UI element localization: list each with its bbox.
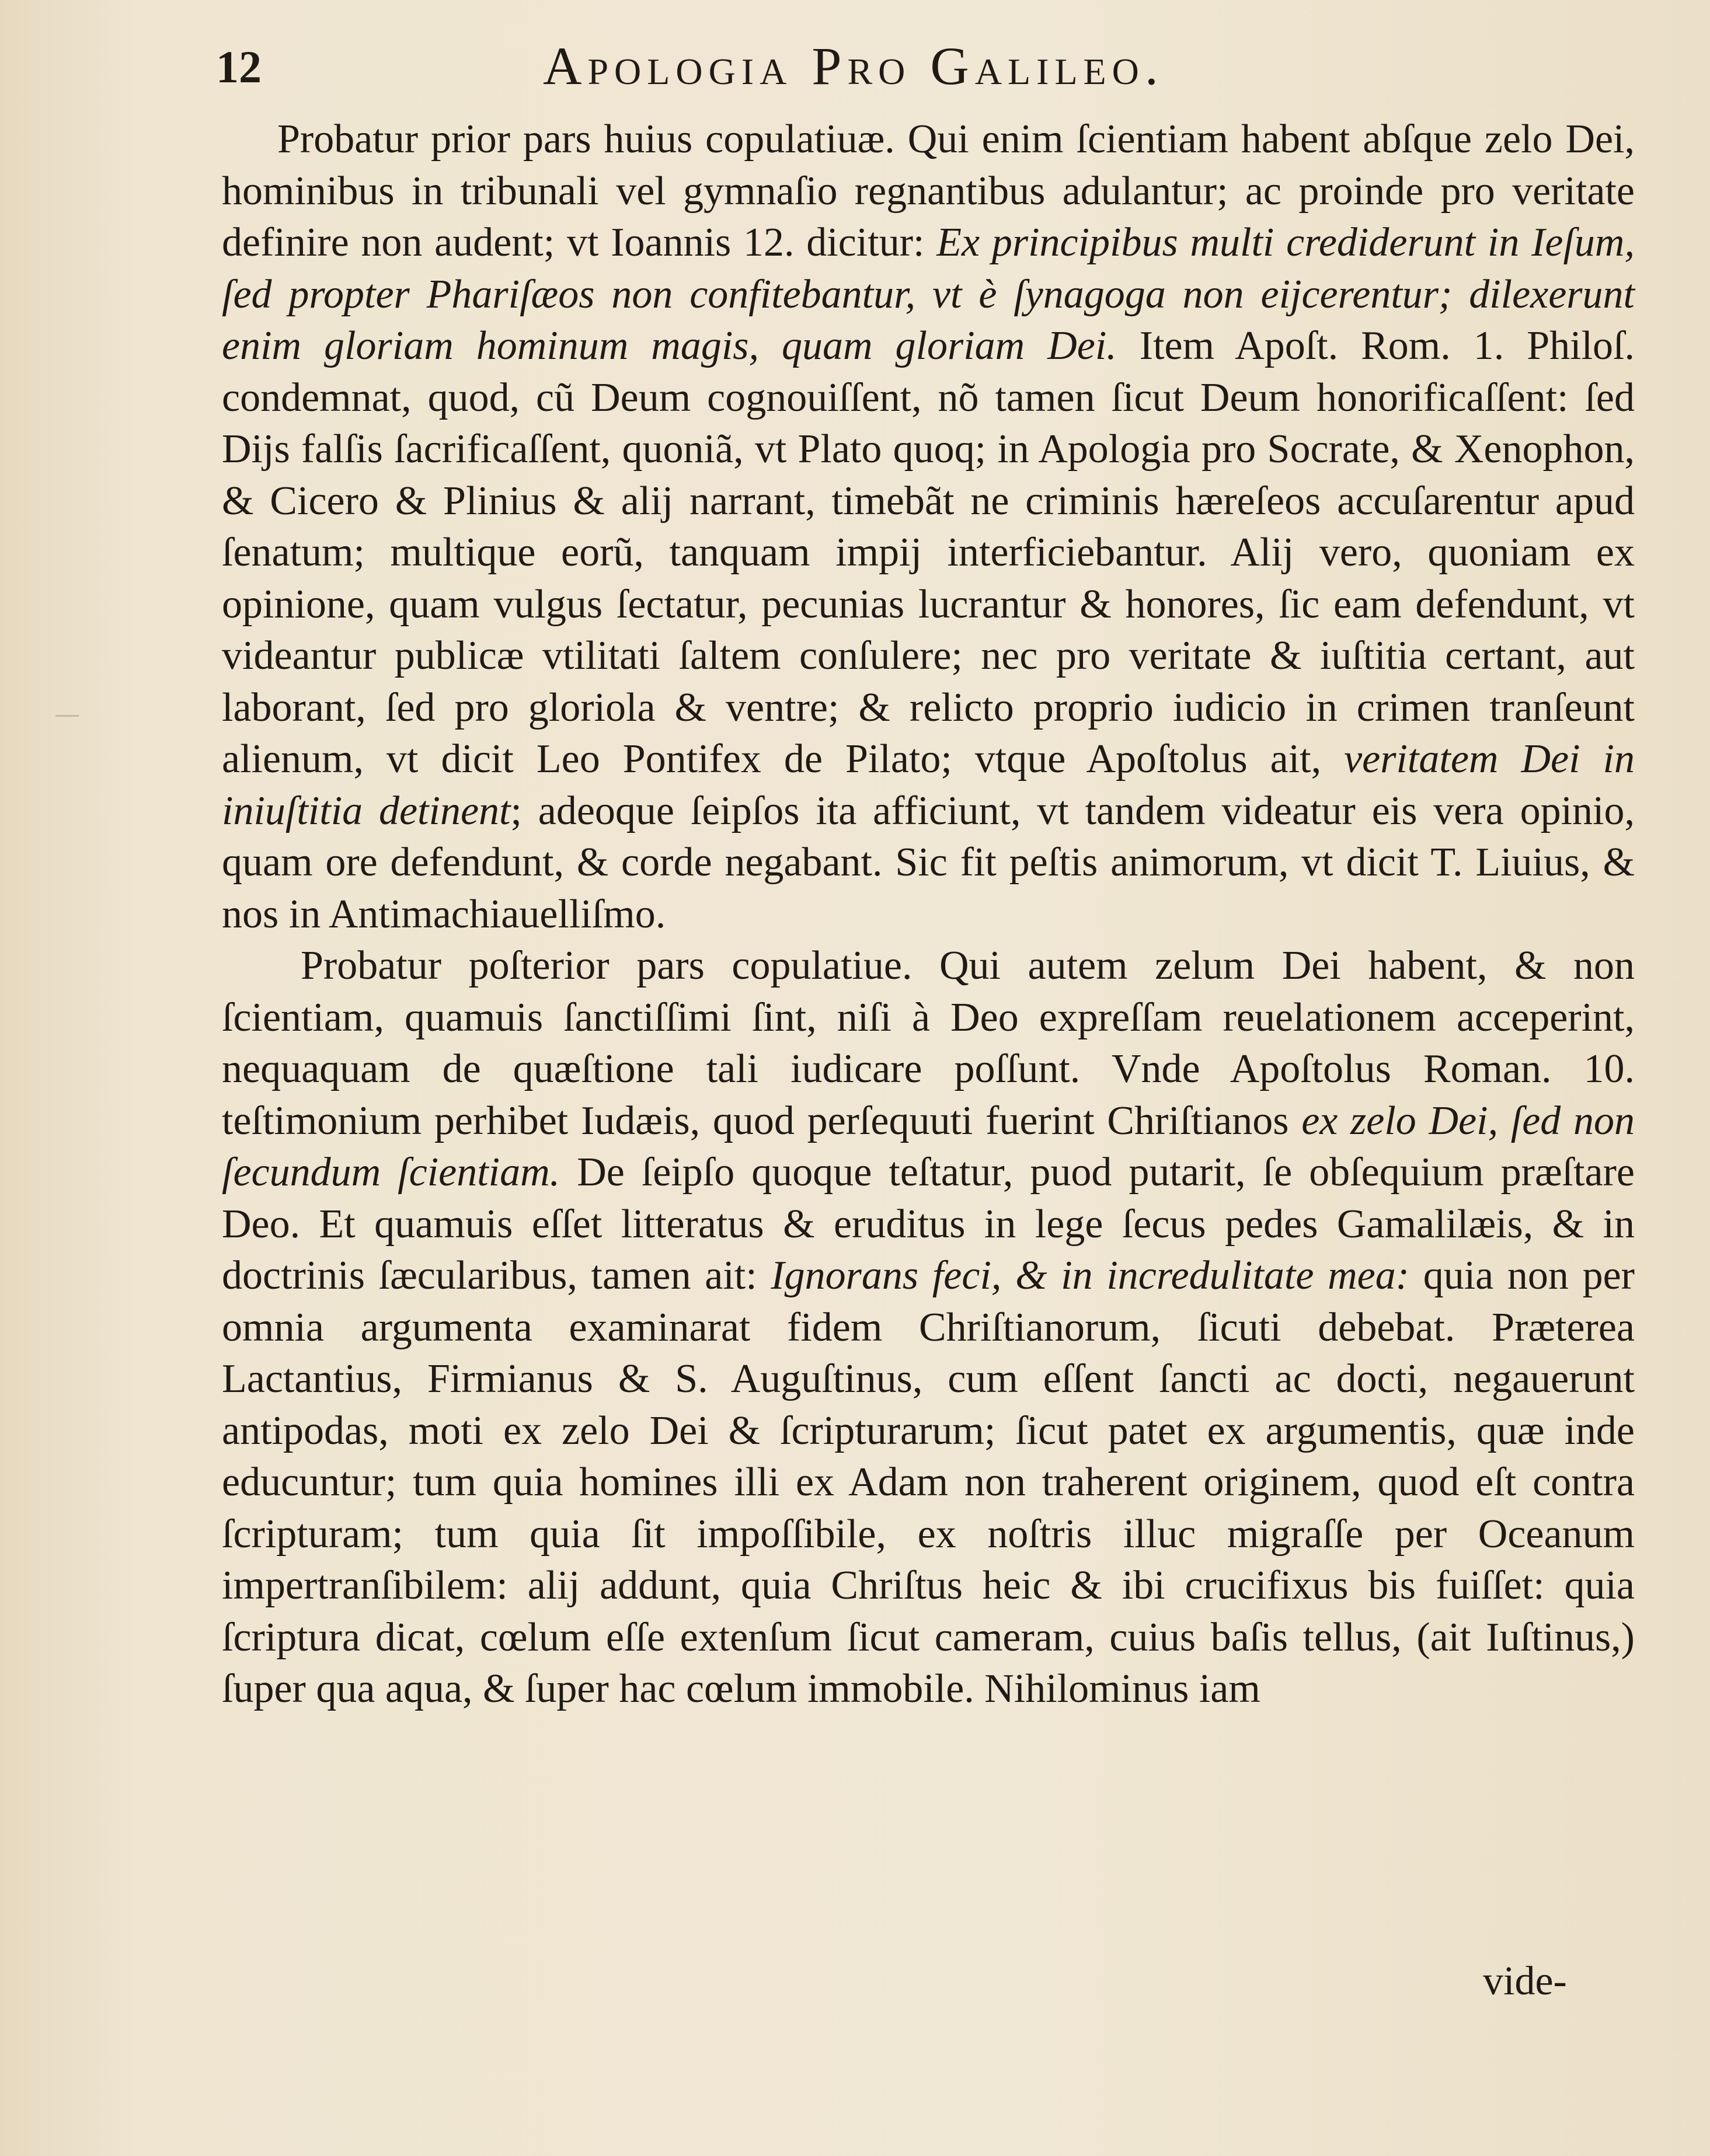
paragraph-2 — [222, 940, 1635, 1715]
text-block — [222, 114, 1635, 1715]
paragraph-1 — [222, 114, 1635, 940]
paragraph-2-text-c: quia non per omnia argumenta examinarat fidem Chriſtianorum, ſicuti debebat. Præterea Lactantius, Firmianus & S. Auguſtinus, cum eſſent ſancti ac docti, negauerunt antipodas, moti ex zelo Dei & ſcripturarum; ſicut patet ex argumentis, quæ inde educuntur; tum quia homines illi ex Adam non traherent originem, quod eſt contra ſcripturam; tum quia ſit impoſſibile, ex noſtris illuc migraſſe per Oceanum impertranſibilem: alij addunt, quia Chriſtus heic & ibi crucifixus bis fuiſſet: quia ſcriptura dicat, cœlum eſſe extenſum ſicut cameram, cuius baſis tellus, (ait Iuſtinus,) ſuper qua aqua, & ſuper hac cœlum immobile. Nihilominus iam — [222, 1253, 1635, 1711]
page-header — [216, 35, 1646, 99]
running-head: Apologia Pro Galileo. — [543, 36, 1164, 96]
paragraph-1-text-b: Item Apoſt. Rom. 1. Philoſ. condemnat, quod, cũ Deum cognouiſſent, nõ tamen ſicut Deum honorificaſſent: ſed Dijs falſis ſacrificaſſent, quoniã, vt Plato quoq; in Apologia pro Socrate, & Xenophon, & Cicero & Plinius & alij narrant, timebãt ne criminis hæreſeos accuſarentur apud ſenatum; multique eorũ, tanquam impij interficiebantur. Alij vero, quoniam ex opinione, quam vulgus ſectatur, pecunias lucrantur & honores, ſic eam defendunt, vt videantur publicæ vtilitati ſaltem conſulere; nec pro veritate & iuſtitia certant, aut laborant, ſed pro gloriola & ventre; & relicto proprio iudicio in crimen tranſeunt alienum, vt dicit Leo Pontifex de Pilato; vtque Apoſtolus ait, — [222, 323, 1635, 782]
paragraph-1-text-a: Probatur prior pars huius copulatiuæ. Qui enim ſcientiam habent abſque zelo Dei, hominibus in tribunali vel gymnaſio regnantibus adulantur; ac proinde pro veritate definire non audent; vt Ioannis 12. dicitur: — [222, 117, 1635, 265]
catchword: vide- — [1483, 1959, 1567, 2004]
paragraph-2-quote-ignorans: Ignorans feci, & in incredulitate mea: — [771, 1253, 1410, 1298]
margin-mark — [55, 715, 79, 717]
paragraph-1-text-c: ; adeoque ſeipſos ita afficiunt, vt tandem videatur eis vera opinio, quam ore defendunt, & corde negabant. Sic fit peſtis animorum, vt dicit T. Liuius, & nos in Antimachiauelliſmo. — [222, 788, 1635, 937]
page-number: 12 — [216, 41, 262, 92]
paragraph-2-text-b: De ſeipſo quoque teſtatur, puod putarit, ſe obſequium præſtare Deo. Et quamuis eſſet litteratus & eruditus in lege ſecus pedes Gamalilæis, & in doctrinis ſæcularibus, tamen ait: — [222, 1150, 1635, 1298]
paragraph-2-text-a: Probatur poſterior pars copulatiue. Qui autem zelum Dei habent, & non ſcientiam, quamuis ſanctiſſimi ſint, niſi à Deo expreſſam reuelationem acceperint, nequaquam de quæſtione tali iudicare poſſunt. Vnde Apoſtolus Roman. 10. teſtimonium perhibet Iudæis, quod perſequuti fuerint Chriſtianos — [222, 943, 1635, 1143]
paragraph-2-quote-zelo: ex zelo Dei, ſed non ſecundum ſcientiam. — [222, 1098, 1635, 1195]
paragraph-1-quote-romans: veritatem Dei in iniuſtitia detinent — [222, 737, 1635, 833]
paragraph-1-quote-john: Ex principibus multi crediderunt in Ieſum, ſed propter Phariſæos non confitebantur, vt è ſynagoga non eijcerentur; dilexerunt enim gloriam hominum magis, quam gloriam Dei. — [222, 220, 1635, 368]
